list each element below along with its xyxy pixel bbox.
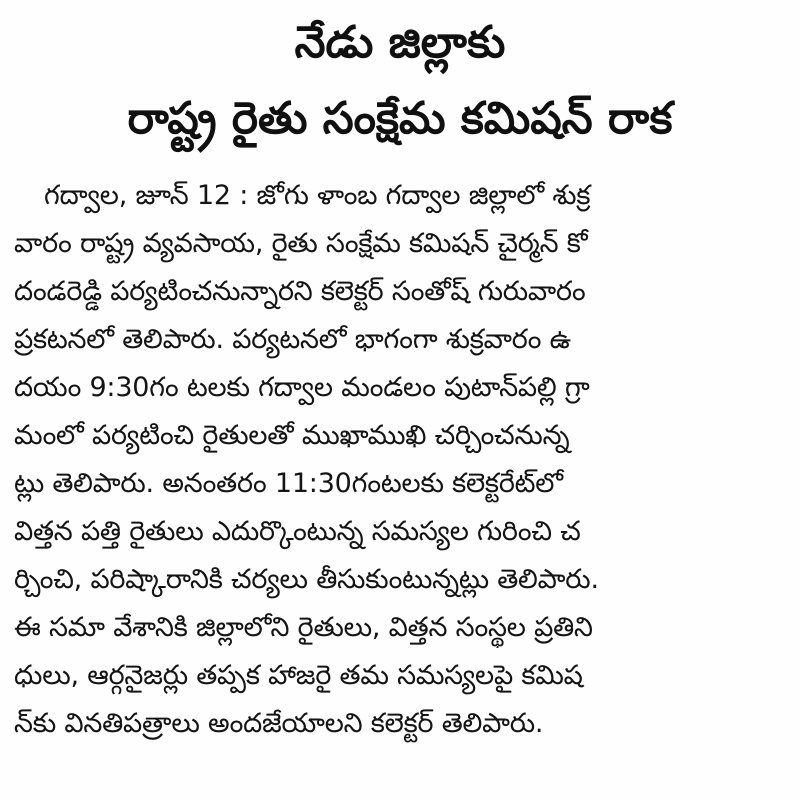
headline-line-2: రాష్ట్ర రైతు సంక్షేమ కమిషన్ రాక — [127, 93, 673, 144]
body-line: గద్వాల, జూన్ 12 : జోగు ళాంబ గద్వాల జిల్లాలో శుక్ర — [44, 180, 591, 211]
headline-line-1: నేడు జిల్లాకు — [294, 17, 506, 68]
body-line: ప్రకటనలో తెలిపారు. పర్యటనలో భాగంగా శుక్రవారం ఉ — [14, 324, 571, 355]
body-line: ఈ సమా వేశానికి జిల్లాలోని రైతులు, విత్తన సంస్థల ప్రతిని — [14, 612, 593, 643]
body-line: ట్లు తెలిపారు. అనంతరం 11:30గంటలకు కలెక్టరేట్‌లో — [14, 468, 563, 499]
body-line: మంలో పర్యటించి రైతులతో ముఖాముఖి చర్చించనున్న — [14, 420, 570, 451]
body-line: వారం రాష్ట్ర వ్యవసాయ, రైతు సంక్షేమ కమిషన్ చైర్మన్ కో — [14, 228, 588, 259]
body-line: ర్చించి, పరిష్కారానికి చర్యలు తీసుకుంటున్నట్లు తెలిపారు. — [14, 564, 599, 595]
body-line: విత్తన పత్తి రైతులు ఎదుర్కొంటున్న సమస్యల గురించి చ — [14, 516, 581, 547]
body-line: దండరెడ్డి పర్యటించనున్నారని కలెక్టర్ సంతోష్ గురువారం — [14, 276, 586, 307]
body-line: న్‌కు వినతిపత్రాలు అందజేయాలని కలెక్టర్ తెలిపారు. — [14, 708, 544, 739]
body-line: దయం 9:30గం టలకు గద్వాల మండలం పుటాన్‌పల్లి గ్రా — [14, 372, 590, 403]
body-line: ధులు, ఆర్గనైజర్లు తప్పక హాజరై తమ సమస్యలపై కమిష — [14, 660, 583, 691]
